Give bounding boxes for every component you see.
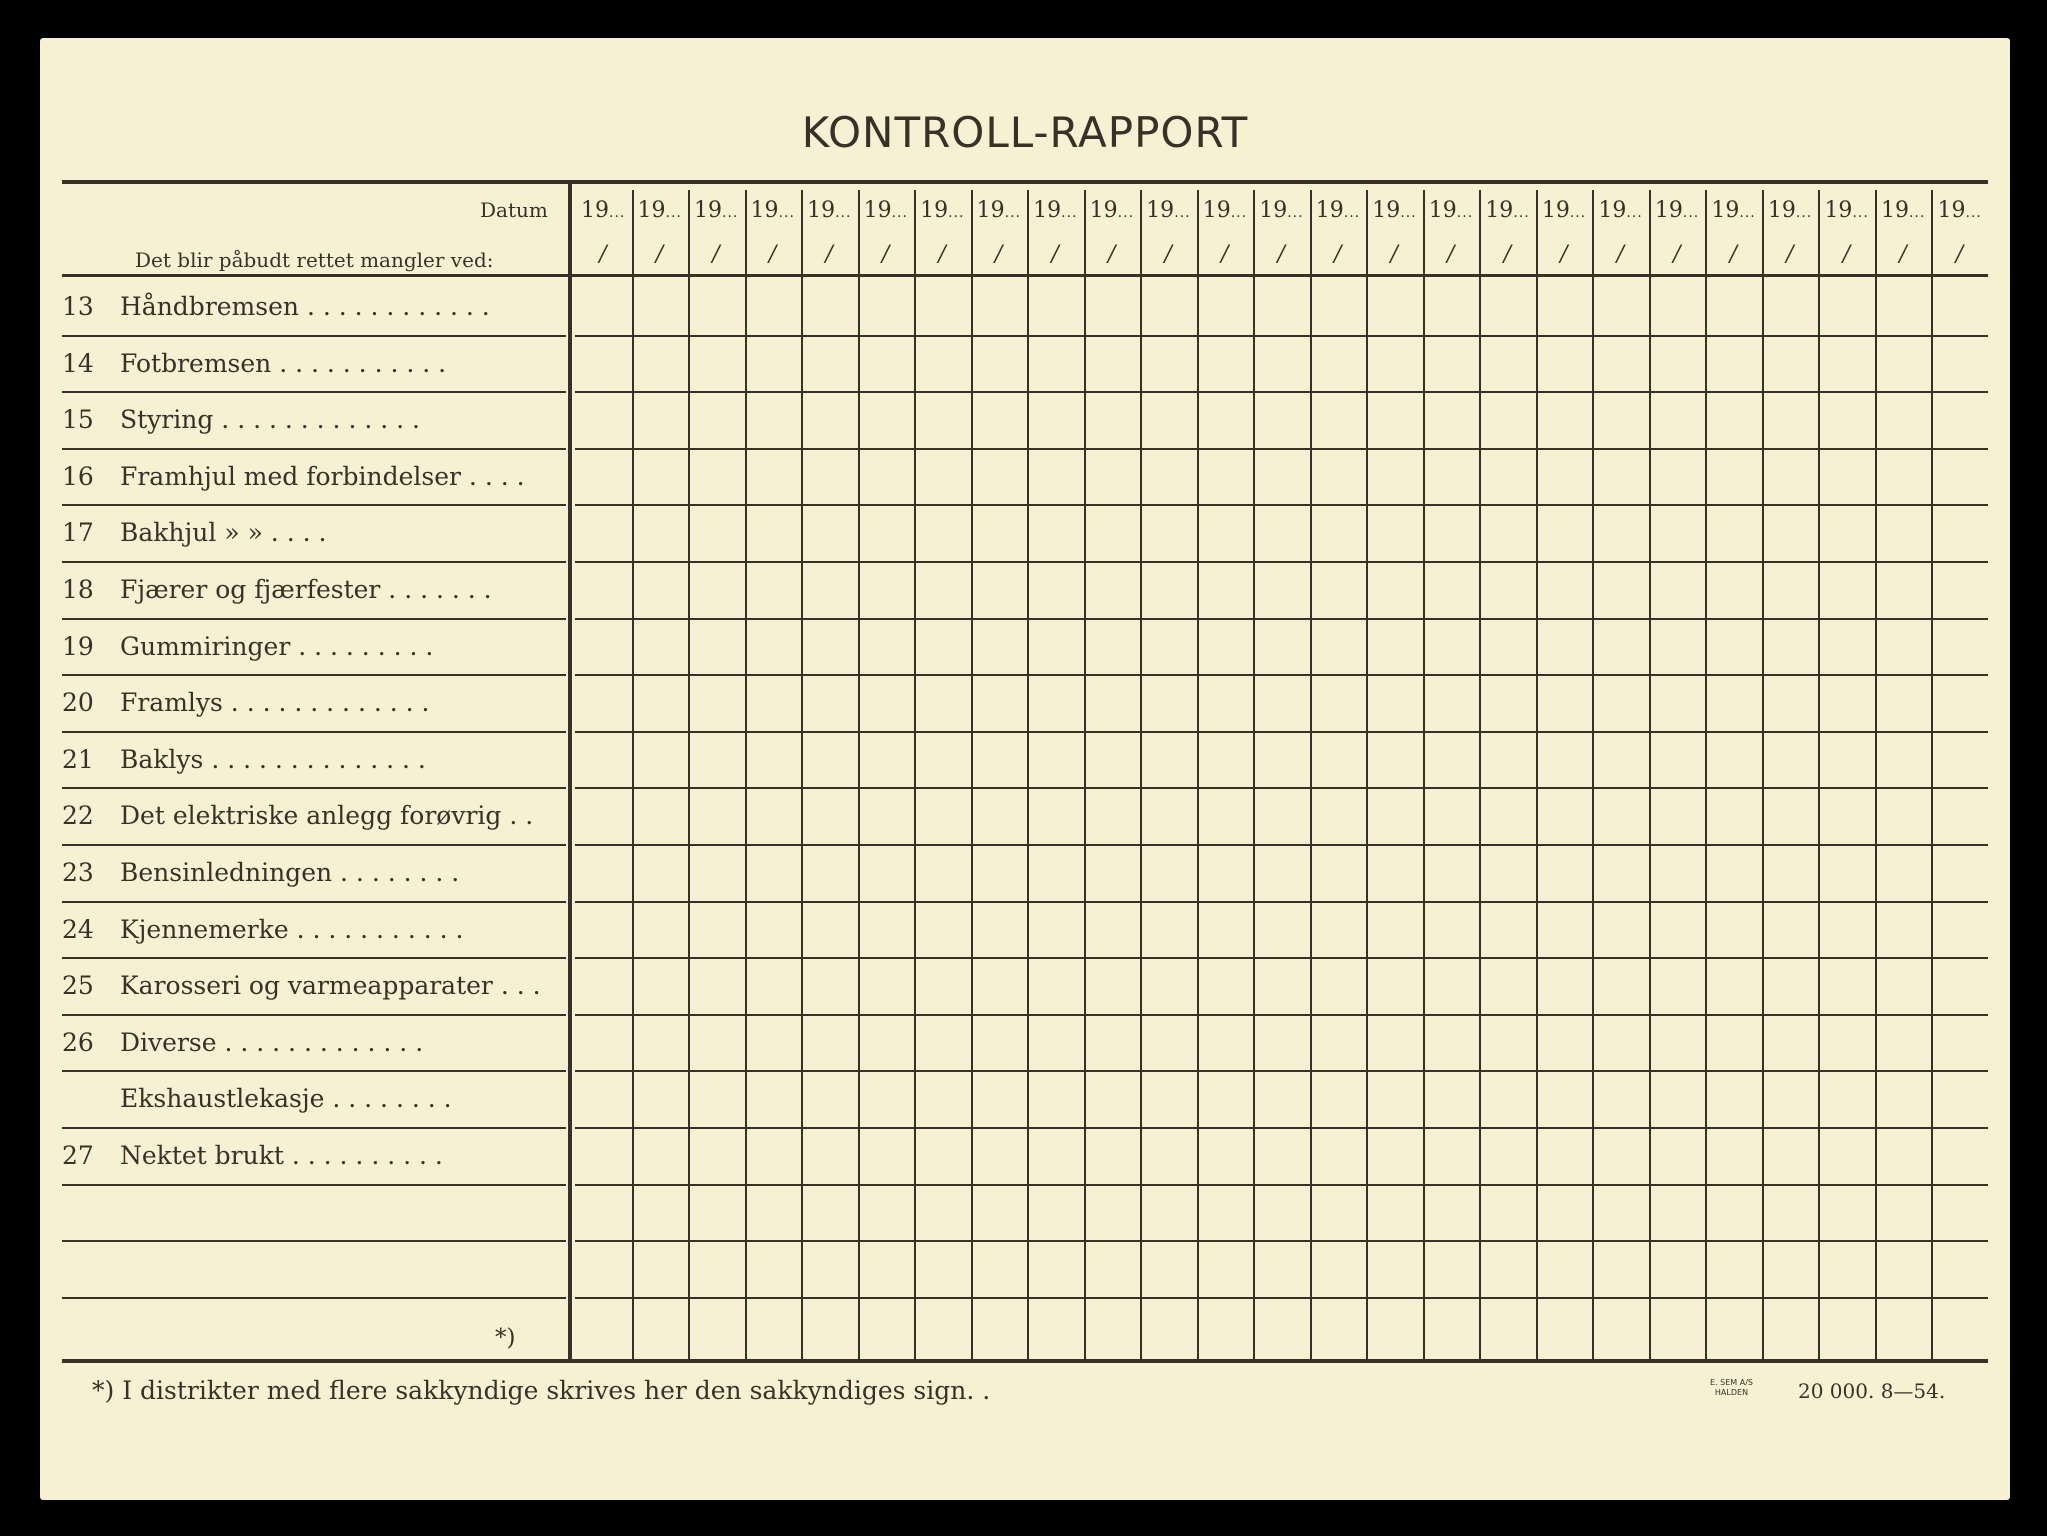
column-year-19 [1598, 198, 1642, 223]
row-label: Karosseri og varmeapparater . . . [120, 971, 541, 1001]
row-rule-grid [575, 787, 1988, 789]
row-label: Bakhjul » » . . . . [120, 518, 327, 548]
row-rule-grid [575, 844, 1988, 846]
column-line [1479, 190, 1481, 1361]
year-dots: ... [1117, 205, 1135, 221]
row-rule-grid [575, 561, 1988, 563]
column-line [632, 190, 634, 1361]
column-year-3 [694, 198, 738, 223]
row-rule-label [62, 335, 566, 337]
date-separator-25: / [1955, 242, 1964, 267]
row-rule-grid [575, 674, 1988, 676]
date-separator-9: / [1051, 242, 1059, 267]
date-separator-5: / [825, 242, 833, 267]
row-label: Gummiringer . . . . . . . . . [120, 631, 434, 661]
column-line [1762, 190, 1764, 1361]
year-dots: ... [1626, 205, 1643, 221]
year-dots: ... [1061, 205, 1078, 221]
row-label: Fotbremsen . . . . . . . . . . . [120, 348, 447, 378]
row-rule-label [62, 901, 566, 903]
row-rule-grid [575, 335, 1988, 337]
column-year-18 [1542, 198, 1586, 223]
column-year-2 [638, 198, 682, 223]
date-separator-22: / [1786, 242, 1794, 267]
column-line [801, 190, 803, 1361]
year-prefix: 19 [1315, 198, 1344, 223]
date-separator-4: / [768, 242, 777, 267]
year-prefix: 19 [1880, 198, 1909, 223]
signature-mark: *) [495, 1325, 516, 1351]
year-dots: ... [665, 205, 682, 221]
row-rule-grid [575, 901, 1988, 903]
column-line [688, 190, 690, 1361]
row-rule-label [62, 844, 566, 846]
row-number: 24 [62, 914, 94, 944]
date-separator-1: / [599, 242, 607, 267]
row-label: Diverse . . . . . . . . . . . . . [120, 1027, 424, 1057]
column-year-20 [1655, 198, 1699, 223]
page-title: KONTROLL-RAPPORT [801, 108, 1249, 157]
bottom-rule [62, 1359, 1988, 1363]
column-line [1423, 190, 1425, 1361]
mangler-label: Det blir påbudt rettet mangler ved: [135, 248, 494, 272]
column-year-14 [1316, 198, 1360, 223]
row-rule-label [62, 1184, 566, 1186]
year-dots: ... [1400, 205, 1417, 221]
column-line [1084, 190, 1086, 1361]
year-prefix: 19 [1654, 198, 1683, 223]
column-year-17 [1485, 198, 1529, 223]
print-run-number: 20 000. 8—54. [1798, 1379, 1946, 1403]
datum-label: Datum [480, 198, 548, 222]
year-dots: ... [1230, 205, 1248, 221]
column-line [1931, 190, 1933, 1361]
year-prefix: 19 [637, 198, 666, 223]
column-line [1649, 190, 1651, 1361]
year-dots: ... [835, 205, 852, 221]
column-line [1536, 190, 1538, 1361]
row-rule-label [62, 1127, 566, 1129]
date-separator-23: / [1842, 242, 1851, 267]
row-label: Framlys . . . . . . . . . . . . . [120, 688, 430, 718]
year-prefix: 19 [1428, 198, 1457, 223]
date-separator-18: / [1560, 242, 1568, 267]
printer-city: HALDEN [1714, 1388, 1749, 1397]
column-line [745, 190, 747, 1361]
row-rule-grid [575, 448, 1988, 450]
year-dots: ... [1513, 205, 1530, 221]
row-number: 15 [62, 405, 94, 435]
report-card [40, 38, 2010, 1500]
row-label: Styring . . . . . . . . . . . . . [120, 405, 420, 435]
row-rule-grid [575, 391, 1988, 393]
column-year-23 [1824, 198, 1868, 223]
row-rule-label [62, 957, 566, 959]
row-number: 25 [62, 971, 94, 1001]
year-prefix: 19 [1824, 198, 1853, 223]
row-number: 19 [62, 631, 94, 661]
year-dots: ... [778, 205, 795, 221]
column-year-25 [1937, 198, 1981, 223]
column-year-7 [920, 198, 964, 223]
row-rule-grid [575, 1014, 1988, 1016]
column-year-16 [1429, 198, 1473, 223]
year-dots: ... [1456, 205, 1474, 221]
row-number: 27 [62, 1141, 94, 1170]
date-separator-21: / [1729, 242, 1738, 267]
column-year-12 [1203, 198, 1247, 223]
column-line [1366, 190, 1368, 1361]
row-rule-label [62, 504, 566, 506]
date-separator-19: / [1616, 242, 1625, 267]
column-year-6 [864, 198, 908, 223]
column-line [1310, 190, 1312, 1361]
row-rule-grid [575, 1297, 1988, 1299]
date-separator-6: / [881, 242, 890, 267]
top-rule [62, 180, 1988, 184]
date-separator-20: / [1673, 242, 1681, 267]
row-number: 16 [62, 461, 94, 491]
row-rule-label [62, 787, 566, 789]
year-dots: ... [1965, 205, 1982, 221]
date-separator-15: / [1390, 242, 1398, 267]
row-number: 22 [62, 801, 94, 831]
year-dots: ... [1343, 205, 1361, 221]
row-label: Håndbremsen . . . . . . . . . . . . [120, 292, 490, 321]
year-prefix: 19 [750, 198, 779, 223]
row-number: 18 [62, 575, 94, 604]
row-rule-grid [575, 1184, 1988, 1186]
column-year-13 [1259, 198, 1303, 223]
year-dots: ... [1852, 205, 1869, 221]
year-prefix: 19 [863, 198, 892, 223]
year-dots: ... [1795, 205, 1813, 221]
date-separator-16: / [1447, 242, 1455, 267]
year-dots: ... [722, 205, 739, 221]
row-label: Nektet brukt . . . . . . . . . . [120, 1141, 443, 1170]
date-separator-13: / [1277, 242, 1285, 267]
row-label: Det elektriske anlegg forøvrig . . [120, 801, 534, 831]
column-year-10 [1090, 198, 1134, 223]
column-line [1197, 190, 1199, 1361]
row-label: Kjennemerke . . . . . . . . . . . [120, 914, 464, 944]
column-year-5 [807, 198, 851, 223]
column-line [858, 190, 860, 1361]
date-separator-14: / [1334, 242, 1342, 267]
row-number: 23 [62, 858, 94, 887]
row-number: 20 [62, 688, 94, 718]
row-label: Ekshaustlekasje . . . . . . . . [120, 1084, 452, 1114]
year-dots: ... [1004, 205, 1021, 221]
date-separator-3: / [712, 242, 720, 267]
row-rule-label [62, 1070, 566, 1072]
year-prefix: 19 [1541, 198, 1570, 223]
year-prefix: 19 [1711, 198, 1740, 223]
row-rule-grid [575, 731, 1988, 733]
year-prefix: 19 [1937, 198, 1966, 223]
row-label: Baklys . . . . . . . . . . . . . . [120, 744, 426, 774]
row-label: Bensinledningen . . . . . . . . [120, 858, 460, 887]
row-rule-grid [575, 1070, 1988, 1072]
year-prefix: 19 [1259, 198, 1288, 223]
row-rule-grid [575, 957, 1988, 959]
year-prefix: 19 [1146, 198, 1175, 223]
row-rule-label [62, 561, 566, 563]
column-line [1705, 190, 1707, 1361]
date-separator-10: / [1107, 242, 1116, 267]
year-prefix: 19 [807, 198, 836, 223]
column-line [1140, 190, 1142, 1361]
year-prefix: 19 [1372, 198, 1401, 223]
column-line [971, 190, 973, 1361]
year-dots: ... [1739, 205, 1756, 221]
column-line [1253, 190, 1255, 1361]
year-prefix: 19 [976, 198, 1005, 223]
date-separator-24: / [1899, 242, 1907, 267]
row-rule-label [62, 731, 566, 733]
column-year-1 [581, 198, 625, 223]
column-year-21 [1711, 198, 1755, 223]
row-number: 21 [62, 744, 94, 774]
header-rule [62, 274, 1988, 277]
row-number: 14 [62, 348, 94, 378]
row-rule-grid [575, 618, 1988, 620]
printer-imprint [1710, 1378, 1753, 1398]
year-dots: ... [948, 205, 965, 221]
column-year-4 [751, 198, 795, 223]
year-dots: ... [1569, 205, 1587, 221]
year-dots: ... [1908, 205, 1926, 221]
column-year-24 [1881, 198, 1925, 223]
row-rule-label [62, 1297, 566, 1299]
year-prefix: 19 [920, 198, 949, 223]
year-dots: ... [891, 205, 908, 221]
column-year-9 [1033, 198, 1077, 223]
row-label: Fjærer og fjærfester . . . . . . . [120, 575, 492, 604]
row-rule-label [62, 1240, 566, 1242]
row-label: Framhjul med forbindelser . . . . [120, 461, 525, 491]
column-line [1875, 190, 1877, 1361]
row-rule-grid [575, 504, 1988, 506]
year-prefix: 19 [1089, 198, 1118, 223]
year-prefix: 19 [1202, 198, 1231, 223]
column-line [914, 190, 916, 1361]
column-line [1027, 190, 1029, 1361]
column-year-8 [977, 198, 1021, 223]
date-separator-17: / [1503, 242, 1511, 267]
row-rule-label [62, 1014, 566, 1016]
year-prefix: 19 [1598, 198, 1627, 223]
year-prefix: 19 [581, 198, 609, 223]
row-rule-label [62, 618, 566, 620]
row-rule-grid [575, 1127, 1988, 1129]
row-number: 13 [62, 292, 94, 321]
row-rule-label [62, 448, 566, 450]
column-year-11 [1146, 198, 1190, 223]
footnote: *) I distrikter med flere sakkyndige skrives her den sakkyndiges sign. . [92, 1376, 991, 1405]
printer-name: E. SEM A/S [1710, 1378, 1753, 1387]
year-prefix: 19 [1767, 198, 1796, 223]
year-prefix: 19 [1485, 198, 1514, 223]
label-separator [568, 180, 572, 1361]
year-dots: ... [1287, 205, 1304, 221]
column-line [1592, 190, 1594, 1361]
date-separator-2: / [655, 242, 664, 267]
column-line [1818, 190, 1820, 1361]
year-prefix: 19 [694, 198, 723, 223]
year-prefix: 19 [1033, 198, 1062, 223]
year-dots: ... [609, 205, 626, 221]
column-year-22 [1768, 198, 1812, 223]
row-rule-label [62, 674, 566, 676]
row-rule-grid [575, 1240, 1988, 1242]
year-dots: ... [1682, 205, 1700, 221]
date-separator-11: / [1164, 242, 1172, 267]
column-year-15 [1372, 198, 1416, 223]
date-separator-8: / [994, 242, 1003, 267]
date-separator-7: / [938, 242, 946, 267]
row-number: 17 [62, 518, 94, 548]
row-rule-label [62, 391, 566, 393]
year-dots: ... [1174, 205, 1191, 221]
row-number: 26 [62, 1027, 94, 1057]
date-separator-12: / [1220, 242, 1229, 267]
